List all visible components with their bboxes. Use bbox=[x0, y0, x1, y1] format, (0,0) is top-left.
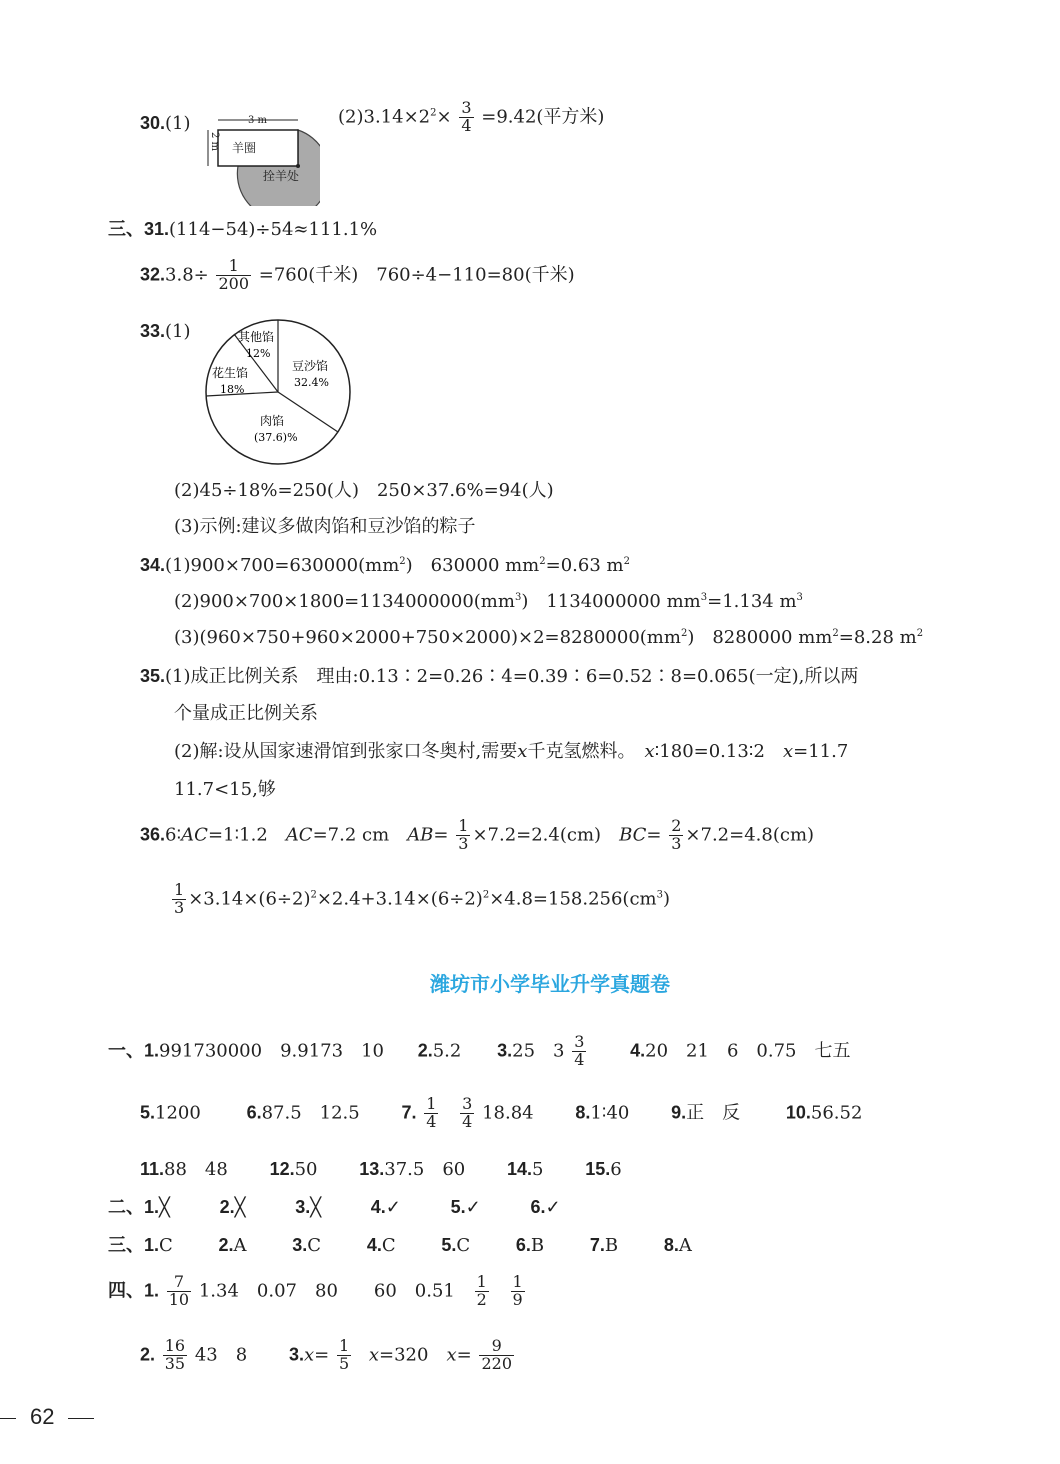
q31-line: 三、31.(114−54)÷54≈111.1% bbox=[108, 219, 378, 240]
s3-row: 三、1.C 2.A 3.C 4.C 5.C 6.B 7.B 8.A bbox=[108, 1235, 692, 1256]
fraction: $\frac{1}{9}$ bbox=[512, 1272, 523, 1309]
q30-part2: $(2)3.14\times 2^2\times$ $\frac{3}{4}$ =9.42(平方米) bbox=[338, 98, 605, 135]
q36-line2: $\frac{1}{3}$ $\times 3.14\times(6\div 2)^2\times 2.4+3.14\times(6\div 2)^2\times 4.8=158.256(cm^3)$ bbox=[174, 880, 671, 917]
s4-row2: 2. $\frac{16}{35}$ 43 8 3.x= $\frac{1}{5}$ x=320 x= $\frac{9}{220}$ bbox=[140, 1336, 512, 1373]
q35-line4: 11.7<15,够 bbox=[174, 779, 276, 800]
q-number: 30. bbox=[140, 113, 166, 133]
q35-line1: 35.(1)成正比例关系 理由:0.13∶2=0.26∶4=0.39∶6=0.52∶8=0.065(一定),所以两 bbox=[140, 666, 859, 687]
q34-line3: $(3)(960\times 750+960\times 2000+750\times 2000)\times 2=8280000(mm^2)$ 8280000 $mm^2=8.28$ $m^2$ bbox=[174, 627, 924, 648]
q33-part2: (2)45÷18%=250(人) 250×37.6%=94(人) bbox=[174, 480, 554, 501]
s1-row3: 11.88 48 12.50 13.37.5 60 14.5 15.6 bbox=[140, 1159, 622, 1180]
fraction: $\frac{1}{3}$ bbox=[458, 816, 469, 853]
q35-line3: (2)解:设从国家速滑馆到张家口冬奥村,需要x千克氢燃料。 x∶180=0.13∶2 x=11.7 bbox=[174, 741, 849, 762]
page-rule-right bbox=[68, 1418, 94, 1419]
page-rule-left bbox=[0, 1418, 16, 1419]
page-number: 62 bbox=[0, 1404, 94, 1430]
pie-label-other: 其他馅 bbox=[238, 330, 275, 344]
fraction: $\frac{3}{4}$ bbox=[461, 98, 472, 135]
pie-label-bean: 豆沙馅 bbox=[292, 359, 329, 373]
sheep-pen-figure bbox=[200, 110, 320, 206]
q33-part3: (3)示例:建议多做肉馅和豆沙馅的粽子 bbox=[174, 516, 476, 537]
fraction: $\frac{9}{220}$ bbox=[481, 1336, 512, 1373]
fraction: $\frac{2}{3}$ bbox=[671, 816, 682, 853]
fraction: $\frac{1}{5}$ bbox=[338, 1336, 350, 1373]
fraction: $\frac{1}{200}$ bbox=[218, 256, 250, 293]
q32-line: 32.3.8÷ $\frac{1}{200}$ =760(千米) 760÷4−110=80(千米) bbox=[140, 256, 575, 293]
q30-line: 30.(1) bbox=[140, 113, 191, 134]
fraction: $\frac{7}{10}$ bbox=[168, 1272, 190, 1309]
pen-label: 羊圈 bbox=[232, 141, 257, 155]
fraction: $\frac{1}{4}$ bbox=[426, 1094, 437, 1131]
fraction: $\frac{1}{2}$ bbox=[476, 1272, 487, 1309]
pen-width-label: 3 m bbox=[248, 115, 268, 126]
q35-line2: 个量成正比例关系 bbox=[174, 703, 318, 724]
fraction: $\frac{3}{4}$ bbox=[462, 1094, 473, 1131]
s1-row1: 一、1.991730000 9.9173 10 2.5.2 3.25 3 $\frac{3}{4}$ 4.20 21 6 0.75 七五 bbox=[108, 1032, 851, 1069]
s1-row2: 5.1200 6.87.5 12.5 7. $\frac{1}{4}$ $\frac{3}{4}$ 18.84 8.1∶40 9.正 反 10.56.52 bbox=[140, 1094, 863, 1131]
pie-label-peanut: 花生馅 bbox=[212, 366, 249, 380]
q34-line1: $34.(1)900\times 700=630000(mm^2)$ 630000 $mm^2=0.63$ $m^2$ bbox=[140, 555, 630, 576]
filling-pie-chart bbox=[200, 316, 356, 468]
q34-line2: $(2)900\times 700\times 1800=1134000000(mm^3)$ 1134000000 $mm^3=1.134$ $m^3$ bbox=[174, 591, 803, 612]
pie-value-other: 12% bbox=[246, 347, 271, 360]
q33-line: 33.(1) bbox=[140, 321, 191, 342]
q36-line1: 36.6∶AC=1∶1.2 AC=7.2 cm AB= $\frac{1}{3}$ ×7.2=2.4(cm) BC= $\frac{2}{3}$ ×7.2=4.8(cm) bbox=[140, 816, 815, 853]
section-title: 潍坊市小学毕业升学真题卷 bbox=[430, 974, 670, 996]
post-label: 拴羊处 bbox=[263, 169, 300, 183]
pie-value-bean: 32.4% bbox=[294, 376, 329, 389]
pen-height-label: 2 m bbox=[209, 132, 220, 152]
pie-value-peanut: 18% bbox=[220, 383, 245, 396]
s2-row: 二、1.╳ 2.╳ 3.╳ 4.✓ 5.✓ 6.✓ bbox=[108, 1197, 561, 1218]
s4-row1: 四、1. $\frac{7}{10}$ 1.34 0.07 80 60 0.51 $\frac{1}{2}$ $\frac{1}{9}$ bbox=[108, 1272, 523, 1309]
fraction: $\frac{1}{3}$ bbox=[174, 880, 185, 917]
fraction: $\frac{3}{4}$ bbox=[574, 1032, 585, 1069]
pie-label-meat: 肉馅 bbox=[260, 414, 285, 428]
fraction: $\frac{16}{35}$ bbox=[164, 1336, 186, 1373]
pie-value-meat: (37.6)% bbox=[254, 431, 298, 444]
